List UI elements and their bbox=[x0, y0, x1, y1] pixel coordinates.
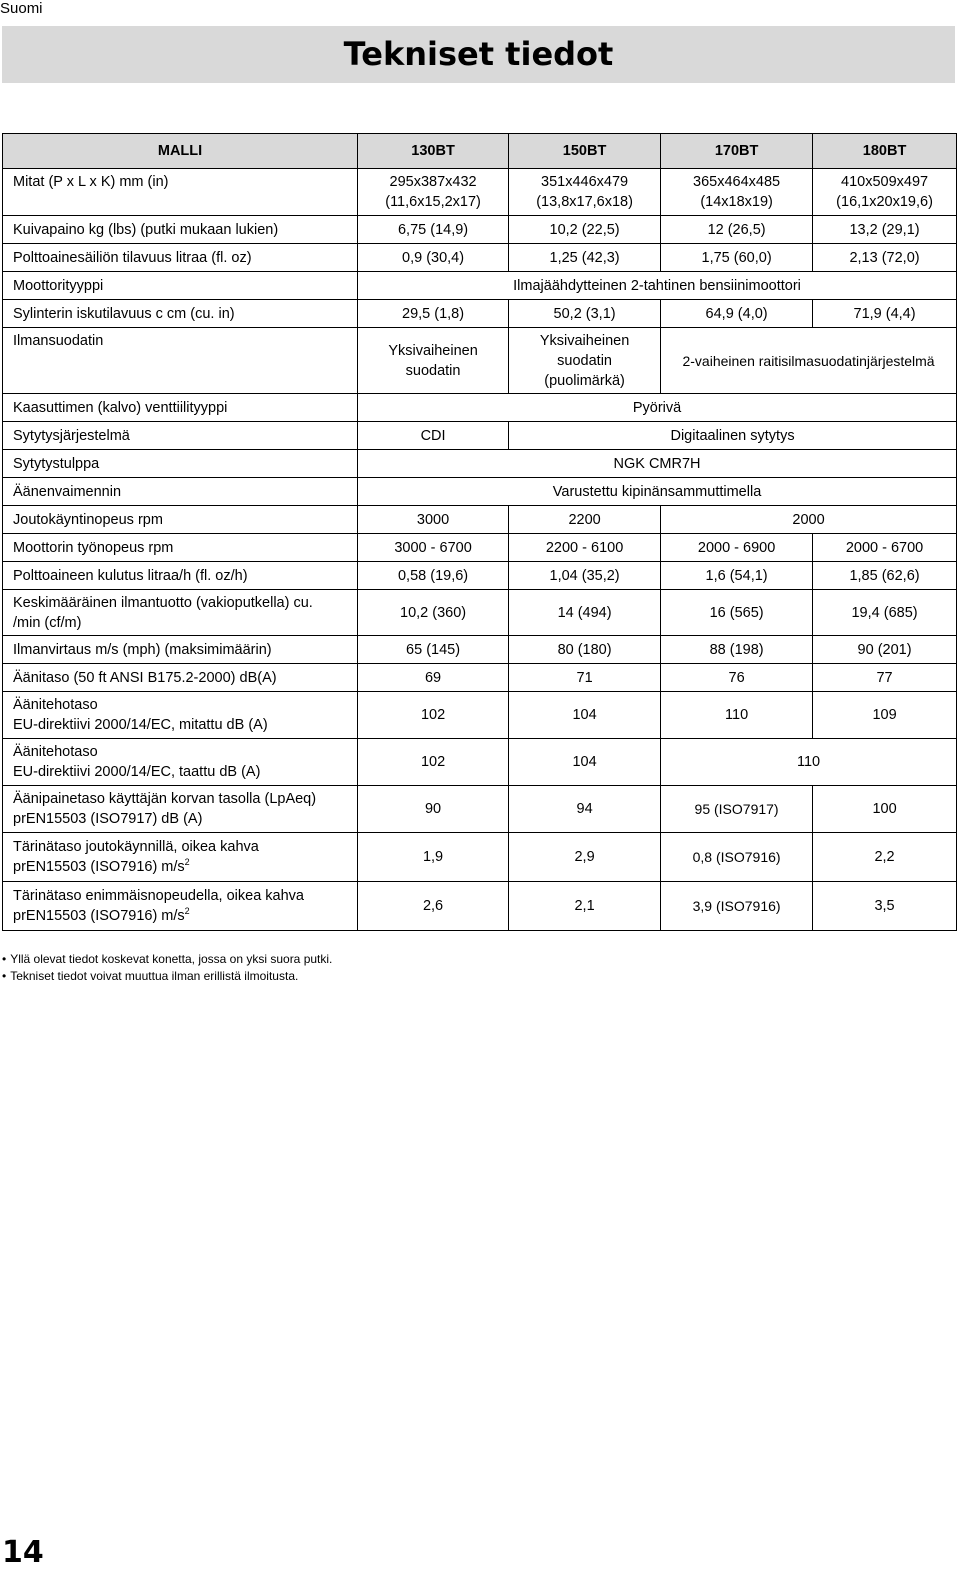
cell: 90 (201) bbox=[813, 636, 957, 664]
row-label: Äänitaso (50 ft ANSI B175.2-2000) dB(A) bbox=[3, 664, 358, 692]
row-label: Sytytystulppa bbox=[3, 450, 358, 478]
row-label: Ilmansuodatin bbox=[3, 328, 358, 394]
cell: 2000 - 6900 bbox=[661, 534, 813, 562]
cell: 90 bbox=[358, 786, 509, 833]
cell: Pyörivä bbox=[358, 394, 957, 422]
header-130bt: 130BT bbox=[358, 134, 509, 169]
cell: 104 bbox=[509, 739, 661, 786]
table-row bbox=[3, 300, 957, 328]
cell: 13,2 (29,1) bbox=[813, 216, 957, 244]
cell: Digitaalinen sytytys bbox=[509, 422, 957, 450]
row-label: Polttoainesäiliön tilavuus litraa (fl. oz) bbox=[3, 244, 358, 272]
header-170bt: 170BT bbox=[661, 134, 813, 169]
cell: 29,5 (1,8) bbox=[358, 300, 509, 328]
table-row bbox=[3, 692, 957, 739]
table-row bbox=[3, 272, 957, 300]
footnote: • Yllä olevat tiedot koskevat konetta, jossa on yksi suora putki. bbox=[2, 951, 332, 968]
row-label: Äänitehotaso EU-direktiivi 2000/14/EC, taattu dB (A) bbox=[3, 739, 358, 786]
cell: 3000 bbox=[358, 506, 509, 534]
row-label: Sytytysjärjestelmä bbox=[3, 422, 358, 450]
cell: 110 bbox=[661, 739, 957, 786]
cell: 6,75 (14,9) bbox=[358, 216, 509, 244]
table-row bbox=[3, 786, 957, 833]
table-row bbox=[3, 244, 957, 272]
cell: 102 bbox=[358, 692, 509, 739]
table-row bbox=[3, 450, 957, 478]
table-row bbox=[3, 394, 957, 422]
row-label: Tärinätaso joutokäynnillä, oikea kahva prEN15503 (ISO7916) $m/s^2$ bbox=[3, 833, 358, 882]
row-label: Mitat (P x L x K) mm (in) bbox=[3, 169, 358, 216]
table-row bbox=[3, 664, 957, 692]
cell: 0,58 (19,6) bbox=[358, 562, 509, 590]
cell: 110 bbox=[661, 692, 813, 739]
row-label: Kuivapaino kg (lbs) (putki mukaan lukien) bbox=[3, 216, 358, 244]
cell: 0,8 (ISO7916) bbox=[661, 833, 813, 882]
cell: 2,9 bbox=[509, 833, 661, 882]
cell: 10,2 (360) bbox=[358, 590, 509, 636]
table-row bbox=[3, 739, 957, 786]
cell: 1,75 (60,0) bbox=[661, 244, 813, 272]
language-label: Suomi bbox=[0, 0, 43, 17]
table-row bbox=[3, 169, 957, 216]
cell: 1,9 bbox=[358, 833, 509, 882]
table-row bbox=[3, 506, 957, 534]
cell: Ilmajäähdytteinen 2-tahtinen bensiinimoottori bbox=[358, 272, 957, 300]
cell: 2,6 bbox=[358, 882, 509, 931]
table-row bbox=[3, 882, 957, 931]
cell: 3,9 (ISO7916) bbox=[661, 882, 813, 931]
row-label: Sylinterin iskutilavuus c cm (cu. in) bbox=[3, 300, 358, 328]
cell: 2200 bbox=[509, 506, 661, 534]
table-row bbox=[3, 478, 957, 506]
cell: 71 bbox=[509, 664, 661, 692]
cell: 2,2 bbox=[813, 833, 957, 882]
cell: 10,2 (22,5) bbox=[509, 216, 661, 244]
cell: CDI bbox=[358, 422, 509, 450]
cell: 94 bbox=[509, 786, 661, 833]
cell: 102 bbox=[358, 739, 509, 786]
cell: 1,85 (62,6) bbox=[813, 562, 957, 590]
cell: 19,4 (685) bbox=[813, 590, 957, 636]
cell: 0,9 (30,4) bbox=[358, 244, 509, 272]
table-row bbox=[3, 216, 957, 244]
cell: 50,2 (3,1) bbox=[509, 300, 661, 328]
row-label: Moottorin työnopeus rpm bbox=[3, 534, 358, 562]
table-row bbox=[3, 833, 957, 882]
row-label: Polttoaineen kulutus litraa/h (fl. oz/h) bbox=[3, 562, 358, 590]
row-label: Ilmanvirtaus m/s (mph) (maksimimäärin) bbox=[3, 636, 358, 664]
row-label: Moottorityyppi bbox=[3, 272, 358, 300]
footnotes bbox=[2, 951, 332, 985]
cell: 2000 - 6700 bbox=[813, 534, 957, 562]
cell: 104 bbox=[509, 692, 661, 739]
cell: 2000 bbox=[661, 506, 957, 534]
header-150bt: 150BT bbox=[509, 134, 661, 169]
table-row bbox=[3, 590, 957, 636]
cell: 14 (494) bbox=[509, 590, 661, 636]
table-header-row bbox=[3, 134, 957, 169]
row-label: Äänitehotaso EU-direktiivi 2000/14/EC, mitattu dB (A) bbox=[3, 692, 358, 739]
row-label: Tärinätaso enimmäisnopeudella, oikea kahva prEN15503 (ISO7916) $m/s^2$ bbox=[3, 882, 358, 931]
cell: 80 (180) bbox=[509, 636, 661, 664]
cell: Yksivaiheinen suodatin (puolimärkä) bbox=[509, 328, 661, 394]
specifications-table bbox=[2, 133, 957, 931]
row-label: Joutokäyntinopeus rpm bbox=[3, 506, 358, 534]
cell: 3000 - 6700 bbox=[358, 534, 509, 562]
cell: 2200 - 6100 bbox=[509, 534, 661, 562]
cell: Varustettu kipinänsammuttimella bbox=[358, 478, 957, 506]
page-title: Tekniset tiedot bbox=[343, 35, 614, 73]
cell: 351x446x479 (13,8x17,6x18) bbox=[509, 169, 661, 216]
cell: 76 bbox=[661, 664, 813, 692]
table-row bbox=[3, 534, 957, 562]
cell: 65 (145) bbox=[358, 636, 509, 664]
cell: 2-vaiheinen raitisilmasuodatinjärjestelmä bbox=[661, 328, 957, 394]
cell: 1,25 (42,3) bbox=[509, 244, 661, 272]
cell: 71,9 (4,4) bbox=[813, 300, 957, 328]
cell: 77 bbox=[813, 664, 957, 692]
cell: 69 bbox=[358, 664, 509, 692]
table-row bbox=[3, 422, 957, 450]
cell: 64,9 (4,0) bbox=[661, 300, 813, 328]
cell: 100 bbox=[813, 786, 957, 833]
header-180bt: 180BT bbox=[813, 134, 957, 169]
header-model: MALLI bbox=[3, 134, 358, 169]
cell: 1,6 (54,1) bbox=[661, 562, 813, 590]
cell: Yksivaiheinen suodatin bbox=[358, 328, 509, 394]
row-label: Äänenvaimennin bbox=[3, 478, 358, 506]
cell: 2,13 (72,0) bbox=[813, 244, 957, 272]
title-bar bbox=[2, 26, 955, 83]
row-label: Äänipainetaso käyttäjän korvan tasolla (LpAeq) prEN15503 (ISO7917) dB (A) bbox=[3, 786, 358, 833]
cell: 365x464x485 (14x18x19) bbox=[661, 169, 813, 216]
table-row bbox=[3, 636, 957, 664]
cell: 3,5 bbox=[813, 882, 957, 931]
cell: 95 (ISO7917) bbox=[661, 786, 813, 833]
page-number: 14 bbox=[2, 1535, 44, 1570]
footnote: • Tekniset tiedot voivat muuttua ilman erillistä ilmoitusta. bbox=[2, 968, 332, 985]
cell: 2,1 bbox=[509, 882, 661, 931]
row-label: Kaasuttimen (kalvo) venttiilityyppi bbox=[3, 394, 358, 422]
cell: 1,04 (35,2) bbox=[509, 562, 661, 590]
table-row bbox=[3, 562, 957, 590]
cell: 410x509x497 (16,1x20x19,6) bbox=[813, 169, 957, 216]
cell: NGK CMR7H bbox=[358, 450, 957, 478]
cell: 16 (565) bbox=[661, 590, 813, 636]
cell: 88 (198) bbox=[661, 636, 813, 664]
cell: 12 (26,5) bbox=[661, 216, 813, 244]
row-label: Keskimääräinen ilmantuotto (vakioputkella) cu. /min (cf/m) bbox=[3, 590, 358, 636]
cell: 109 bbox=[813, 692, 957, 739]
table-row bbox=[3, 328, 957, 394]
cell: 295x387x432 (11,6x15,2x17) bbox=[358, 169, 509, 216]
